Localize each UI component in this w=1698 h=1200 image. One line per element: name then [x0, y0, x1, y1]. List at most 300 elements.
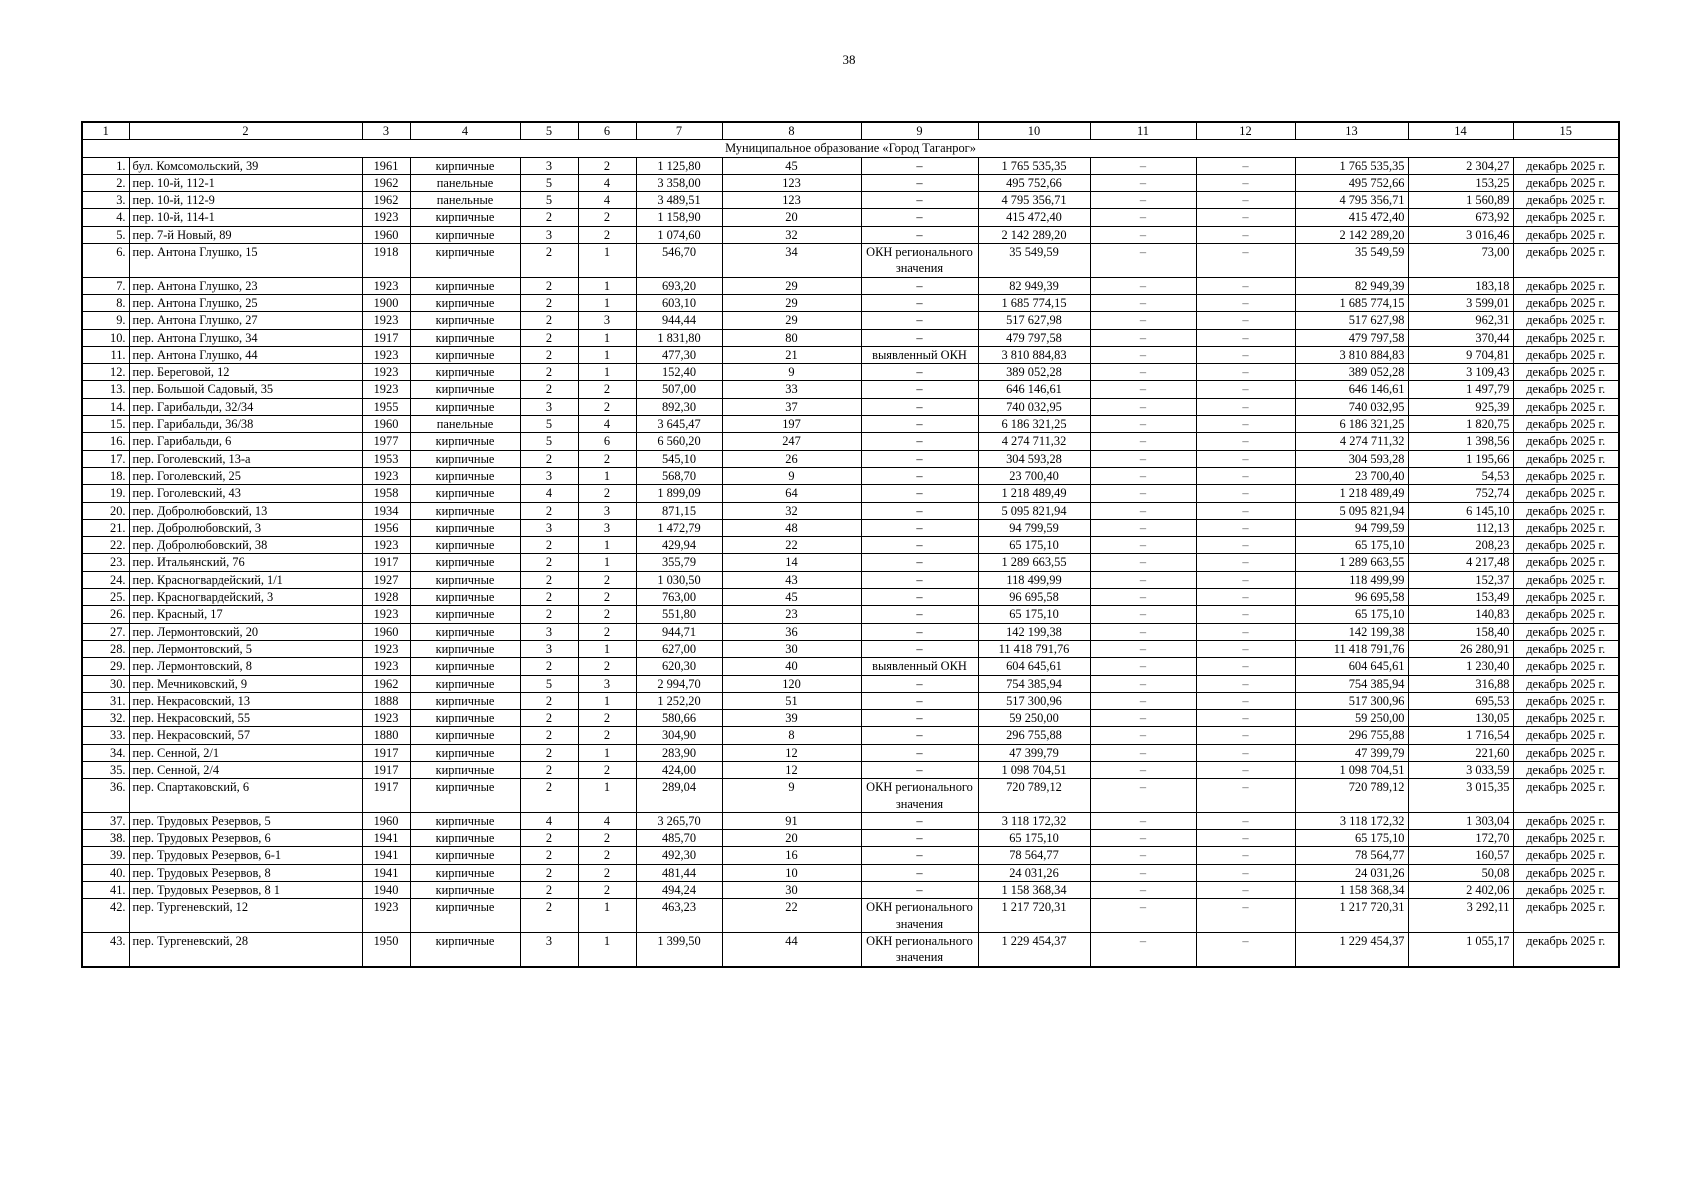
entrances: 2	[578, 450, 636, 467]
cost-per-sqm: 3 015,35	[1408, 779, 1513, 813]
year-built: 1923	[362, 658, 410, 675]
year-built: 1928	[362, 589, 410, 606]
cost-col-11: –	[1090, 727, 1196, 744]
floors: 3	[520, 398, 578, 415]
address: пер. 7-й Новый, 89	[129, 226, 362, 243]
wall-material: кирпичные	[410, 364, 520, 381]
cost-col-12: –	[1196, 174, 1295, 191]
entrances: 6	[578, 433, 636, 450]
residents: 9	[722, 467, 861, 484]
residents: 16	[722, 847, 861, 864]
cost-per-sqm: 2 304,27	[1408, 157, 1513, 174]
cost-col-13: 24 031,26	[1295, 864, 1408, 881]
cost-col-13: 1 158 368,34	[1295, 882, 1408, 899]
cost-col-13: 1 218 489,49	[1295, 485, 1408, 502]
floors: 2	[520, 312, 578, 329]
cost-per-sqm: 172,70	[1408, 830, 1513, 847]
cost-total: 479 797,58	[978, 329, 1090, 346]
cost-per-sqm: 158,40	[1408, 623, 1513, 640]
cost-col-13: 4 795 356,71	[1295, 192, 1408, 209]
table-row	[82, 899, 1619, 933]
heritage-status: –	[861, 192, 978, 209]
floors: 3	[520, 467, 578, 484]
cost-col-11: –	[1090, 244, 1196, 278]
residents: 21	[722, 346, 861, 363]
cost-total: 3 810 884,83	[978, 346, 1090, 363]
cost-col-11: –	[1090, 381, 1196, 398]
cost-per-sqm: 4 217,48	[1408, 554, 1513, 571]
cost-col-11: –	[1090, 346, 1196, 363]
table-row	[82, 744, 1619, 761]
year-built: 1923	[362, 899, 410, 933]
floors: 2	[520, 346, 578, 363]
table-row	[82, 675, 1619, 692]
cost-col-12: –	[1196, 882, 1295, 899]
area: 1 158,90	[636, 209, 722, 226]
wall-material: кирпичные	[410, 589, 520, 606]
cost-per-sqm: 153,25	[1408, 174, 1513, 191]
heritage-status: –	[861, 364, 978, 381]
residents: 48	[722, 519, 861, 536]
cost-total: 720 789,12	[978, 779, 1090, 813]
wall-material: кирпичные	[410, 882, 520, 899]
year-built: 1960	[362, 623, 410, 640]
wall-material: кирпичные	[410, 519, 520, 536]
entrances: 1	[578, 744, 636, 761]
row-number: 33.	[82, 727, 129, 744]
year-built: 1941	[362, 864, 410, 881]
row-number: 11.	[82, 346, 129, 363]
entrances: 2	[578, 623, 636, 640]
heritage-status: –	[861, 675, 978, 692]
cost-col-12: –	[1196, 864, 1295, 881]
wall-material: кирпичные	[410, 640, 520, 657]
cost-col-11: –	[1090, 779, 1196, 813]
cost-total: 646 146,61	[978, 381, 1090, 398]
column-number-header-row	[82, 122, 1619, 140]
heritage-status: –	[861, 812, 978, 829]
area: 1 831,80	[636, 329, 722, 346]
row-number: 26.	[82, 606, 129, 623]
cost-col-12: –	[1196, 450, 1295, 467]
area: 1 125,80	[636, 157, 722, 174]
floors: 2	[520, 606, 578, 623]
address: пер. 10-й, 112-9	[129, 192, 362, 209]
cost-col-13: 5 095 821,94	[1295, 502, 1408, 519]
cost-col-12: –	[1196, 502, 1295, 519]
wall-material: кирпичные	[410, 312, 520, 329]
cost-total: 495 752,66	[978, 174, 1090, 191]
row-number: 3.	[82, 192, 129, 209]
cost-total: 118 499,99	[978, 571, 1090, 588]
cost-col-12: –	[1196, 329, 1295, 346]
residents: 36	[722, 623, 861, 640]
table-row	[82, 571, 1619, 588]
address: пер. Некрасовский, 57	[129, 727, 362, 744]
row-number: 13.	[82, 381, 129, 398]
deadline: декабрь 2025 г.	[1513, 398, 1619, 415]
residents: 20	[722, 209, 861, 226]
table-row	[82, 502, 1619, 519]
entrances: 1	[578, 554, 636, 571]
entrances: 2	[578, 606, 636, 623]
wall-material: кирпичные	[410, 433, 520, 450]
wall-material: кирпичные	[410, 294, 520, 311]
wall-material: кирпичные	[410, 571, 520, 588]
cost-col-12: –	[1196, 727, 1295, 744]
deadline: декабрь 2025 г.	[1513, 502, 1619, 519]
column-number-10: 10	[978, 122, 1090, 140]
cost-col-13: 1 685 774,15	[1295, 294, 1408, 311]
address: пер. Некрасовский, 13	[129, 692, 362, 709]
wall-material: кирпичные	[410, 226, 520, 243]
row-number: 28.	[82, 640, 129, 657]
year-built: 1977	[362, 433, 410, 450]
residents: 12	[722, 761, 861, 778]
heritage-status: –	[861, 692, 978, 709]
cost-col-11: –	[1090, 329, 1196, 346]
cost-total: 1 218 489,49	[978, 485, 1090, 502]
cost-per-sqm: 925,39	[1408, 398, 1513, 415]
wall-material: кирпичные	[410, 277, 520, 294]
cost-total: 6 186 321,25	[978, 416, 1090, 433]
cost-col-11: –	[1090, 830, 1196, 847]
area: 304,90	[636, 727, 722, 744]
residents: 120	[722, 675, 861, 692]
entrances: 4	[578, 812, 636, 829]
deadline: декабрь 2025 г.	[1513, 277, 1619, 294]
heritage-status: –	[861, 623, 978, 640]
year-built: 1956	[362, 519, 410, 536]
year-built: 1917	[362, 554, 410, 571]
entrances: 2	[578, 209, 636, 226]
cost-col-11: –	[1090, 467, 1196, 484]
deadline: декабрь 2025 г.	[1513, 467, 1619, 484]
floors: 2	[520, 571, 578, 588]
deadline: декабрь 2025 г.	[1513, 744, 1619, 761]
cost-col-12: –	[1196, 209, 1295, 226]
year-built: 1941	[362, 830, 410, 847]
cost-col-12: –	[1196, 589, 1295, 606]
deadline: декабрь 2025 г.	[1513, 899, 1619, 933]
address: бул. Комсомольский, 39	[129, 157, 362, 174]
heritage-status: –	[861, 467, 978, 484]
entrances: 3	[578, 519, 636, 536]
area: 477,30	[636, 346, 722, 363]
heritage-status: –	[861, 537, 978, 554]
cost-col-11: –	[1090, 658, 1196, 675]
area: 481,44	[636, 864, 722, 881]
area: 551,80	[636, 606, 722, 623]
area: 693,20	[636, 277, 722, 294]
address: пер. Гоголевский, 43	[129, 485, 362, 502]
cost-total: 1 158 368,34	[978, 882, 1090, 899]
floors: 2	[520, 899, 578, 933]
heritage-status: –	[861, 174, 978, 191]
residents: 32	[722, 502, 861, 519]
year-built: 1923	[362, 467, 410, 484]
cost-total: 304 593,28	[978, 450, 1090, 467]
cost-total: 517 627,98	[978, 312, 1090, 329]
cost-col-11: –	[1090, 554, 1196, 571]
column-number-1: 1	[82, 122, 129, 140]
heritage-status: ОКН регионального значения	[861, 932, 978, 966]
cost-col-12: –	[1196, 640, 1295, 657]
deadline: декабрь 2025 г.	[1513, 450, 1619, 467]
deadline: декабрь 2025 г.	[1513, 537, 1619, 554]
cost-col-13: 118 499,99	[1295, 571, 1408, 588]
cost-col-12: –	[1196, 830, 1295, 847]
cost-col-12: –	[1196, 692, 1295, 709]
row-number: 20.	[82, 502, 129, 519]
deadline: декабрь 2025 г.	[1513, 329, 1619, 346]
table-row	[82, 589, 1619, 606]
cost-col-13: 1 217 720,31	[1295, 899, 1408, 933]
area: 871,15	[636, 502, 722, 519]
cost-col-13: 47 399,79	[1295, 744, 1408, 761]
table-row	[82, 312, 1619, 329]
area: 627,00	[636, 640, 722, 657]
cost-col-11: –	[1090, 294, 1196, 311]
year-built: 1923	[362, 346, 410, 363]
cost-total: 389 052,28	[978, 364, 1090, 381]
floors: 2	[520, 710, 578, 727]
residents: 34	[722, 244, 861, 278]
cost-col-12: –	[1196, 847, 1295, 864]
floors: 2	[520, 882, 578, 899]
area: 152,40	[636, 364, 722, 381]
entrances: 4	[578, 416, 636, 433]
area: 289,04	[636, 779, 722, 813]
row-number: 29.	[82, 658, 129, 675]
cost-col-12: –	[1196, 364, 1295, 381]
row-number: 5.	[82, 226, 129, 243]
address: пер. Красный, 17	[129, 606, 362, 623]
column-number-7: 7	[636, 122, 722, 140]
area: 546,70	[636, 244, 722, 278]
residents: 22	[722, 537, 861, 554]
cost-per-sqm: 112,13	[1408, 519, 1513, 536]
heritage-status: –	[861, 864, 978, 881]
table-row	[82, 192, 1619, 209]
floors: 2	[520, 761, 578, 778]
residents: 29	[722, 294, 861, 311]
residents: 40	[722, 658, 861, 675]
entrances: 1	[578, 329, 636, 346]
wall-material: кирпичные	[410, 398, 520, 415]
heritage-status: –	[861, 416, 978, 433]
cost-per-sqm: 3 033,59	[1408, 761, 1513, 778]
floors: 2	[520, 381, 578, 398]
cost-per-sqm: 3 016,46	[1408, 226, 1513, 243]
cost-col-13: 82 949,39	[1295, 277, 1408, 294]
address: пер. Некрасовский, 55	[129, 710, 362, 727]
address: пер. Сенной, 2/4	[129, 761, 362, 778]
entrances: 2	[578, 381, 636, 398]
table-row	[82, 727, 1619, 744]
table-row	[82, 830, 1619, 847]
deadline: декабрь 2025 г.	[1513, 519, 1619, 536]
cost-total: 1 765 535,35	[978, 157, 1090, 174]
residents: 44	[722, 932, 861, 966]
heritage-status: –	[861, 554, 978, 571]
heritage-status: ОКН регионального значения	[861, 244, 978, 278]
cost-total: 4 795 356,71	[978, 192, 1090, 209]
cost-per-sqm: 3 292,11	[1408, 899, 1513, 933]
row-number: 38.	[82, 830, 129, 847]
table-row	[82, 606, 1619, 623]
cost-per-sqm: 221,60	[1408, 744, 1513, 761]
area: 763,00	[636, 589, 722, 606]
table-row	[82, 658, 1619, 675]
table-row	[82, 847, 1619, 864]
cost-col-13: 6 186 321,25	[1295, 416, 1408, 433]
deadline: декабрь 2025 г.	[1513, 209, 1619, 226]
floors: 3	[520, 226, 578, 243]
area: 1 030,50	[636, 571, 722, 588]
heritage-status: –	[861, 485, 978, 502]
year-built: 1960	[362, 416, 410, 433]
entrances: 2	[578, 226, 636, 243]
area: 892,30	[636, 398, 722, 415]
entrances: 1	[578, 537, 636, 554]
cost-col-13: 65 175,10	[1295, 537, 1408, 554]
entrances: 1	[578, 779, 636, 813]
area: 355,79	[636, 554, 722, 571]
floors: 5	[520, 416, 578, 433]
address: пер. Береговой, 12	[129, 364, 362, 381]
cost-col-13: 65 175,10	[1295, 830, 1408, 847]
year-built: 1955	[362, 398, 410, 415]
row-number: 8.	[82, 294, 129, 311]
cost-per-sqm: 50,08	[1408, 864, 1513, 881]
wall-material: кирпичные	[410, 623, 520, 640]
deadline: декабрь 2025 г.	[1513, 157, 1619, 174]
address: пер. Добролюбовский, 13	[129, 502, 362, 519]
area: 603,10	[636, 294, 722, 311]
year-built: 1934	[362, 502, 410, 519]
heritage-status: –	[861, 502, 978, 519]
address: пер. Трудовых Резервов, 6-1	[129, 847, 362, 864]
floors: 3	[520, 157, 578, 174]
address: пер. Гоголевский, 25	[129, 467, 362, 484]
floors: 5	[520, 675, 578, 692]
residents: 51	[722, 692, 861, 709]
year-built: 1918	[362, 244, 410, 278]
deadline: декабрь 2025 г.	[1513, 640, 1619, 657]
wall-material: кирпичные	[410, 450, 520, 467]
cost-col-13: 2 142 289,20	[1295, 226, 1408, 243]
area: 494,24	[636, 882, 722, 899]
table-row	[82, 209, 1619, 226]
entrances: 2	[578, 710, 636, 727]
deadline: декабрь 2025 г.	[1513, 692, 1619, 709]
cost-col-13: 720 789,12	[1295, 779, 1408, 813]
area: 6 560,20	[636, 433, 722, 450]
wall-material: кирпичные	[410, 606, 520, 623]
cost-col-11: –	[1090, 398, 1196, 415]
entrances: 3	[578, 502, 636, 519]
floors: 3	[520, 519, 578, 536]
cost-col-11: –	[1090, 312, 1196, 329]
cost-col-13: 1 289 663,55	[1295, 554, 1408, 571]
entrances: 3	[578, 675, 636, 692]
cost-per-sqm: 1 716,54	[1408, 727, 1513, 744]
area: 944,71	[636, 623, 722, 640]
area: 580,66	[636, 710, 722, 727]
deadline: декабрь 2025 г.	[1513, 433, 1619, 450]
cost-col-11: –	[1090, 571, 1196, 588]
heritage-status: –	[861, 744, 978, 761]
row-number: 39.	[82, 847, 129, 864]
cost-total: 1 289 663,55	[978, 554, 1090, 571]
address: пер. Трудовых Резервов, 8 1	[129, 882, 362, 899]
address: пер. Лермонтовский, 20	[129, 623, 362, 640]
deadline: декабрь 2025 г.	[1513, 830, 1619, 847]
cost-total: 59 250,00	[978, 710, 1090, 727]
row-number: 2.	[82, 174, 129, 191]
cost-col-13: 1 229 454,37	[1295, 932, 1408, 966]
deadline: декабрь 2025 г.	[1513, 416, 1619, 433]
year-built: 1923	[362, 606, 410, 623]
cost-total: 296 755,88	[978, 727, 1090, 744]
entrances: 2	[578, 658, 636, 675]
floors: 3	[520, 640, 578, 657]
cost-total: 754 385,94	[978, 675, 1090, 692]
cost-col-12: –	[1196, 398, 1295, 415]
wall-material: кирпичные	[410, 899, 520, 933]
row-number: 42.	[82, 899, 129, 933]
residents: 20	[722, 830, 861, 847]
cost-col-13: 23 700,40	[1295, 467, 1408, 484]
address: пер. Мечниковский, 9	[129, 675, 362, 692]
column-number-13: 13	[1295, 122, 1408, 140]
wall-material: кирпичные	[410, 157, 520, 174]
column-number-6: 6	[578, 122, 636, 140]
residents: 43	[722, 571, 861, 588]
area: 1 252,20	[636, 692, 722, 709]
row-number: 10.	[82, 329, 129, 346]
deadline: декабрь 2025 г.	[1513, 192, 1619, 209]
cost-per-sqm: 73,00	[1408, 244, 1513, 278]
table-row	[82, 329, 1619, 346]
heritage-status: –	[861, 226, 978, 243]
cost-col-11: –	[1090, 433, 1196, 450]
cost-per-sqm: 1 055,17	[1408, 932, 1513, 966]
cost-col-13: 3 810 884,83	[1295, 346, 1408, 363]
cost-per-sqm: 316,88	[1408, 675, 1513, 692]
cost-per-sqm: 208,23	[1408, 537, 1513, 554]
row-number: 32.	[82, 710, 129, 727]
address: пер. Лермонтовский, 8	[129, 658, 362, 675]
address: пер. Гарибальди, 32/34	[129, 398, 362, 415]
cost-col-13: 1 765 535,35	[1295, 157, 1408, 174]
wall-material: кирпичные	[410, 727, 520, 744]
heritage-status: выявленный ОКН	[861, 658, 978, 675]
heritage-status: –	[861, 519, 978, 536]
table-row	[82, 364, 1619, 381]
cost-total: 1 685 774,15	[978, 294, 1090, 311]
table-row	[82, 485, 1619, 502]
year-built: 1888	[362, 692, 410, 709]
column-number-11: 11	[1090, 122, 1196, 140]
deadline: декабрь 2025 г.	[1513, 623, 1619, 640]
cost-col-12: –	[1196, 519, 1295, 536]
row-number: 40.	[82, 864, 129, 881]
cost-col-13: 304 593,28	[1295, 450, 1408, 467]
heritage-status: –	[861, 882, 978, 899]
year-built: 1917	[362, 779, 410, 813]
